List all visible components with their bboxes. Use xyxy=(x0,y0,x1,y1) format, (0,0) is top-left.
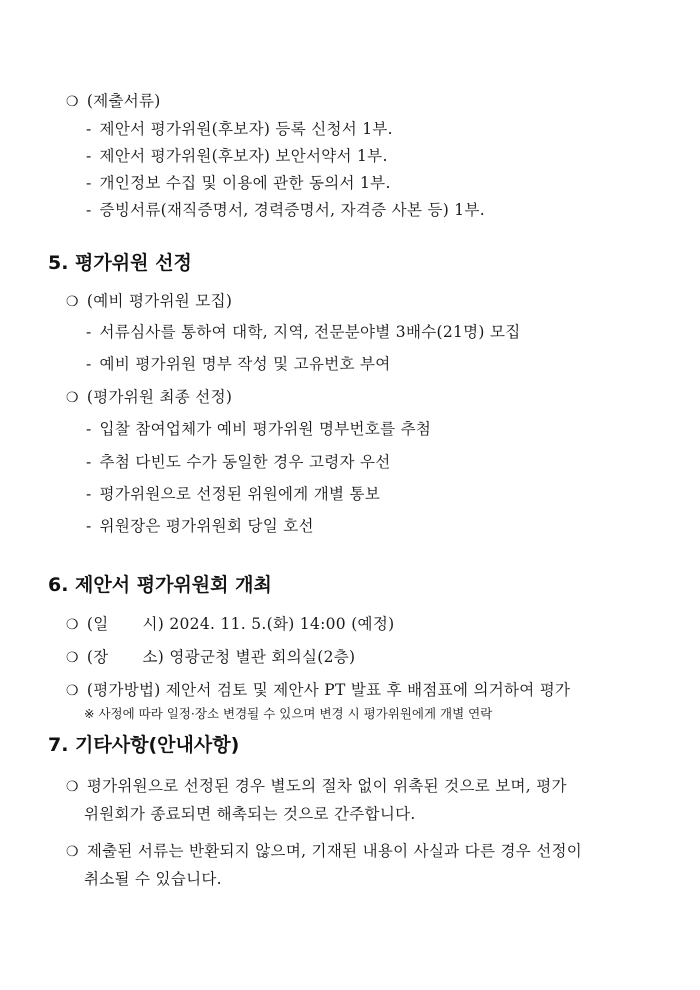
notice-item-continued: 취소될 수 있습니다. xyxy=(84,870,222,888)
circle-bullet-icon: ❍ xyxy=(66,650,79,666)
list-item: - 예비 평가위원 명부 작성 및 고유번호 부여 xyxy=(86,355,391,373)
bullet-submission-docs: ❍ (제출서류) xyxy=(66,92,161,110)
circle-bullet-icon: ❍ xyxy=(66,844,79,860)
meeting-date-row: ❍ (일 시) 2024. 11. 5.(화) 14:00 (예정) xyxy=(66,615,395,633)
circle-bullet-icon: ❍ xyxy=(66,390,79,406)
dash-bullet-icon: - xyxy=(86,453,92,471)
list-item: - 증빙서류(재직증명서, 경력증명서, 자격증 사본 등) 1부. xyxy=(86,201,485,219)
section-7-heading: 7. 기타사항(안내사항) xyxy=(48,734,240,756)
dash-bullet-icon: - xyxy=(86,420,92,438)
list-item: - 위원장은 평가위원회 당일 호선 xyxy=(86,517,314,535)
bullet-preliminary-recruit: ❍ (예비 평가위원 모집) xyxy=(66,292,233,310)
meeting-location-value: 영광군청 별관 회의실(2층) xyxy=(169,648,356,666)
evaluation-method-row: ❍ (평가방법) 제안서 검토 및 제안사 PT 발표 후 배점표에 의거하여 평가 xyxy=(66,681,571,699)
section-6-heading: 6. 제안서 평가위원회 개최 xyxy=(48,574,272,596)
section-5-heading: 5. 평가위원 선정 xyxy=(48,252,192,274)
notice-item-continued: 위원회가 종료되면 해촉되는 것으로 간주합니다. xyxy=(84,805,416,823)
circle-bullet-icon: ❍ xyxy=(66,683,79,699)
meeting-date-value: 2024. 11. 5.(화) 14:00 (예정) xyxy=(169,615,395,633)
list-item: - 제안서 평가위원(후보자) 보안서약서 1부. xyxy=(86,147,388,165)
dash-bullet-icon: - xyxy=(86,517,92,535)
list-item: - 추첨 다빈도 수가 동일한 경우 고령자 우선 xyxy=(86,453,391,471)
schedule-change-note: ※ 사정에 따라 일정·장소 변경될 수 있으며 변경 시 평가위원에게 개별 연락 xyxy=(84,706,493,721)
circle-bullet-icon: ❍ xyxy=(66,617,79,633)
bullet-final-selection: ❍ (평가위원 최종 선정) xyxy=(66,388,233,406)
dash-bullet-icon: - xyxy=(86,355,92,373)
dash-bullet-icon: - xyxy=(86,147,92,165)
list-item: - 개인정보 수집 및 이용에 관한 동의서 1부. xyxy=(86,174,391,192)
list-item: - 평가위원으로 선정된 위원에게 개별 통보 xyxy=(86,485,381,503)
circle-bullet-icon: ❍ xyxy=(66,779,79,795)
dash-bullet-icon: - xyxy=(86,174,92,192)
notice-item: ❍ 제출된 서류는 반환되지 않으며, 기재된 내용이 사실과 다른 경우 선정이 xyxy=(66,842,583,860)
dash-bullet-icon: - xyxy=(86,485,92,503)
meeting-location-row: ❍ (장 소) 영광군청 별관 회의실(2층) xyxy=(66,648,356,666)
dash-bullet-icon: - xyxy=(86,120,92,138)
circle-bullet-icon: ❍ xyxy=(66,294,79,310)
dash-bullet-icon: - xyxy=(86,201,92,219)
list-item: - 입찰 참여업체가 예비 평가위원 명부번호를 추첨 xyxy=(86,420,432,438)
dash-bullet-icon: - xyxy=(86,323,92,341)
list-item: - 제안서 평가위원(후보자) 등록 신청서 1부. xyxy=(86,120,393,138)
list-item: - 서류심사를 통하여 대학, 지역, 전문분야별 3배수(21명) 모집 xyxy=(86,323,521,341)
notice-item: ❍ 평가위원으로 선정된 경우 별도의 절차 없이 위촉된 것으로 보며, 평가 xyxy=(66,777,567,795)
evaluation-method-value: 제안서 검토 및 제안사 PT 발표 후 배점표에 의거하여 평가 xyxy=(165,681,571,699)
circle-bullet-icon: ❍ xyxy=(66,94,79,110)
